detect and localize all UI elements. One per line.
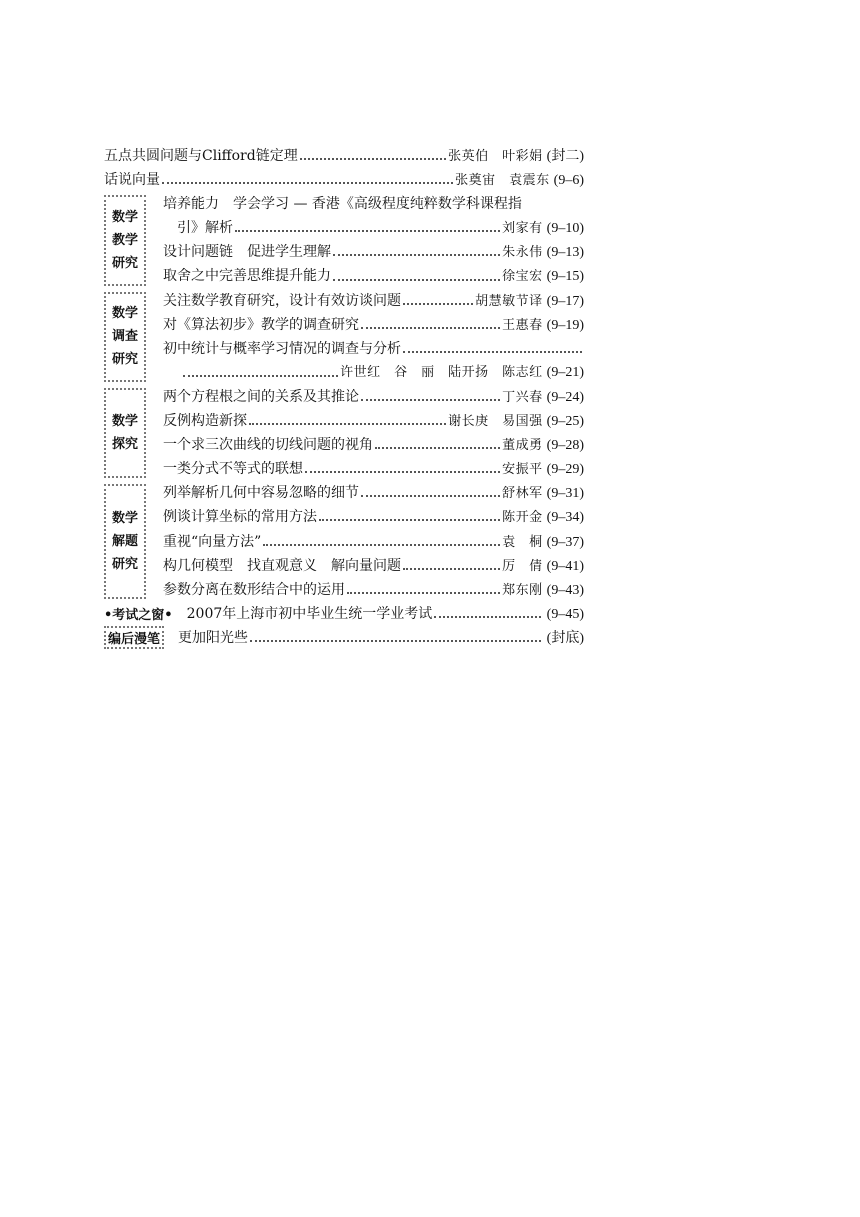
toc-entry[interactable] <box>163 433 584 457</box>
entry-title: 一个求三次曲线的切线问题的视角 <box>163 437 373 454</box>
entry-title: 对《算法初步》教学的调查研究 <box>163 316 359 333</box>
dot-leader <box>375 447 500 449</box>
dot-leader <box>235 230 500 232</box>
dot-leader <box>361 399 500 401</box>
section-label <box>104 292 146 382</box>
section-label-word: 数学 <box>111 306 138 322</box>
toc-entry[interactable] <box>104 602 584 626</box>
entry-page: (9–41) <box>546 558 584 574</box>
section-label: •考试之窗• <box>104 608 173 624</box>
entry-author: 王惠春 <box>502 317 543 333</box>
entry-title: 构几何模型 找直观意义 解向量问题 <box>163 557 401 574</box>
dot-leader <box>361 495 500 497</box>
dot-leader <box>319 519 500 521</box>
dot-leader <box>250 640 541 642</box>
entry-author: 朱永伟 <box>502 245 543 261</box>
toc-section <box>104 385 584 481</box>
toc-section <box>104 289 584 385</box>
toc-entry[interactable] <box>178 626 584 650</box>
dot-leader <box>263 544 500 546</box>
entry-page: (9–34) <box>546 510 584 526</box>
section-entries <box>187 602 584 626</box>
section-label-word: 数学 <box>111 511 138 527</box>
dot-leader <box>347 592 500 594</box>
toc-section <box>104 192 584 288</box>
entry-title: 例谈计算坐标的常用方法 <box>163 509 317 526</box>
entry-page: (9–25) <box>546 414 584 430</box>
toc-entry[interactable] <box>163 481 584 505</box>
section-label-word: 研究 <box>111 557 138 573</box>
entry-title: 两个方程根之间的关系及其推论 <box>163 388 359 405</box>
entry-page: (9–21) <box>546 364 584 380</box>
section-label-word: 解题 <box>111 534 138 550</box>
entry-author: 刘家有 <box>502 221 543 237</box>
entry-author: 许世红 谷 丽 陆开扬 陈志红 <box>340 364 543 380</box>
entry-page: (封二) <box>546 149 584 164</box>
section-entries <box>163 385 584 481</box>
entry-author: 丁兴春 <box>502 389 543 405</box>
toc-entry[interactable] <box>163 409 584 433</box>
section-entries <box>163 192 584 288</box>
toc-entry[interactable] <box>187 602 584 626</box>
entry-page: (9–6) <box>553 173 584 189</box>
entry-author: 厉 倩 <box>502 558 543 574</box>
toc-entry[interactable] <box>163 264 584 288</box>
dot-leader <box>162 182 453 184</box>
entry-page: (9–43) <box>546 582 584 598</box>
entry-title: 引》解析 <box>177 220 233 237</box>
entry-title: 列举解析几何中容易忽略的细节 <box>163 485 359 502</box>
entry-page: (9–37) <box>546 534 584 550</box>
entry-page: (封底) <box>546 630 584 646</box>
entry-title: 关注数学教育研究，设计有效访谈问题 <box>163 292 401 309</box>
entry-page: (9–10) <box>546 221 584 237</box>
dot-leader <box>403 351 582 353</box>
entry-title: 参数分离在数形结合中的运用 <box>163 581 345 598</box>
toc-entry[interactable] <box>163 337 584 361</box>
dot-leader <box>333 254 500 256</box>
entry-title: 反例构造新探 <box>163 413 247 430</box>
toc-entry[interactable] <box>163 385 584 409</box>
section-label <box>104 195 146 285</box>
section-label-word: 教学 <box>111 232 138 248</box>
entry-title: 初中统计与概率学习情况的调查与分析 <box>163 340 401 357</box>
toc-entry[interactable] <box>163 578 584 602</box>
dot-leader <box>333 279 500 281</box>
entry-title: 五点共圆问题与Clifford链定理 <box>104 148 298 164</box>
dot-leader <box>361 327 500 329</box>
section-entries <box>163 289 584 385</box>
entry-author: 徐宝宏 <box>502 269 543 285</box>
entry-author: 郑东刚 <box>502 582 543 598</box>
entry-page: (9–31) <box>546 486 584 502</box>
toc-section <box>104 481 584 601</box>
entry-title: 2007年上海市初中毕业生统一学业考试 <box>186 605 433 622</box>
table-of-contents <box>104 144 584 650</box>
dot-leader <box>305 471 500 473</box>
entry-page: (9–19) <box>546 317 584 333</box>
section-label-word: 研究 <box>111 255 138 271</box>
toc-entry[interactable] <box>104 144 584 168</box>
section-label <box>104 388 146 478</box>
dot-leader <box>403 303 473 305</box>
dot-leader <box>300 158 446 160</box>
toc-entry[interactable] <box>163 313 584 337</box>
dot-leader <box>183 375 338 377</box>
toc-entry[interactable] <box>163 192 584 216</box>
toc-entry[interactable] <box>163 554 584 578</box>
dot-leader <box>249 423 446 425</box>
dot-leader <box>434 616 540 618</box>
section-label <box>104 484 146 598</box>
dot-leader <box>403 568 500 570</box>
entry-page: (9–24) <box>546 389 584 405</box>
entry-title: 一类分式不等式的联想 <box>163 461 303 478</box>
section-label-word: 数学 <box>111 414 138 430</box>
entry-author: 张奠宙 袁震东 <box>455 173 550 189</box>
entry-author: 舒林军 <box>502 486 543 502</box>
entry-title: 培养能力 学会学习 — 香港《高级程度纯粹数学科课程指 <box>163 196 522 213</box>
section-label-word: 研究 <box>111 352 138 368</box>
toc-entry[interactable] <box>163 505 584 529</box>
toc-entry[interactable] <box>163 457 584 481</box>
entry-author: 袁 桐 <box>502 534 543 550</box>
entry-author: 胡慧敏节译 <box>475 293 543 309</box>
entry-page: (9–45) <box>546 606 584 622</box>
entry-author: 张英伯 叶彩娟 <box>448 149 543 164</box>
toc-entry[interactable] <box>163 216 584 240</box>
entry-page: (9–15) <box>546 269 584 285</box>
entry-title: 设计问题链 促进学生理解 <box>163 244 331 261</box>
entry-title: 取舍之中完善思维提升能力 <box>163 268 331 285</box>
entry-author: 董成勇 <box>502 438 543 454</box>
entry-page: (9–28) <box>546 438 584 454</box>
section-entries <box>163 481 584 601</box>
toc-entry[interactable] <box>163 530 584 554</box>
entry-title: 更加阳光些 <box>178 629 249 646</box>
toc-entry[interactable] <box>163 361 584 385</box>
section-label-word: 数学 <box>111 209 138 225</box>
toc-entry[interactable] <box>163 289 584 313</box>
entry-title: 话说向量 <box>104 172 160 189</box>
entry-title: 重视“向量方法” <box>163 533 262 550</box>
section-label: 编后漫笔 <box>104 626 164 649</box>
toc-entry[interactable] <box>104 168 584 192</box>
section-label-word: 探究 <box>111 437 138 453</box>
entry-page: (9–29) <box>546 462 584 478</box>
toc-entry[interactable] <box>104 626 584 650</box>
toc-entry[interactable] <box>163 240 584 264</box>
section-entries <box>178 626 584 650</box>
entry-page: (9–17) <box>546 293 584 309</box>
entry-page: (9–13) <box>546 245 584 261</box>
entry-author: 谢长庚 易国强 <box>448 414 543 430</box>
section-label-word: 调查 <box>111 329 138 345</box>
entry-author: 安振平 <box>502 462 543 478</box>
entry-author: 陈开金 <box>502 510 543 526</box>
